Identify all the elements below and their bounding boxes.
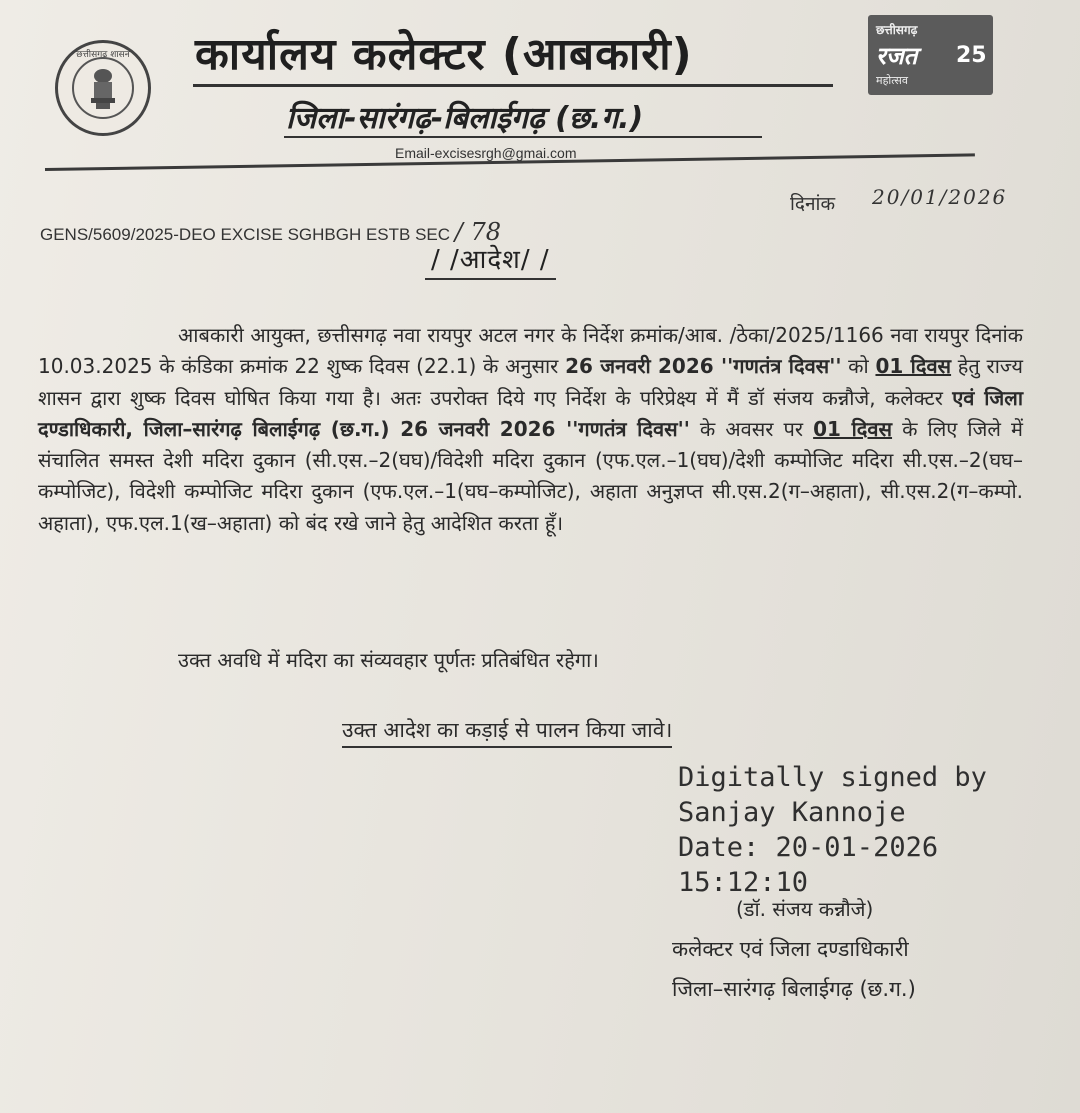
signatory-district: जिला–सारंगढ़ बिलाईगढ़ (छ.ग.)	[672, 977, 916, 1001]
body-text-1: आबकारी आयुक्त, छत्तीसगढ़ नवा रायपुर अटल नगर के निर्देश क्रमांक/आब. /ठेका/2025/1166 नवा रायपुर दिनांक 10.03.2025 के कंडिका क्रमांक 22 शुष्क दिवस (22.1) के अनुसार	[38, 323, 1023, 379]
signature-line-4: 15:12:10	[678, 867, 809, 898]
signatory-designation: कलेक्टर एवं जिला दण्डाधिकारी	[672, 937, 909, 961]
logo-line-2: रजत	[876, 42, 918, 70]
prohibition-paragraph: उक्त अवधि में मदिरा का संव्यवहार पूर्णतः प्रतिबंधित रहेगा।	[178, 648, 599, 672]
title-underline	[193, 84, 833, 87]
signature-line-2: Sanjay Kannoje	[678, 797, 906, 828]
order-heading: / /आदेश/ /	[425, 240, 556, 280]
state-emblem-seal	[55, 40, 151, 136]
subtitle-underline	[284, 136, 762, 138]
signatory-name: (डॉ. संजय कन्नौजे)	[736, 897, 874, 921]
logo-line-3: महोत्सव	[876, 74, 908, 87]
date-value: 20/01/2026	[872, 185, 1008, 209]
reference-serial: / 78	[454, 218, 502, 246]
office-title: कार्यालय कलेक्टर (आबकारी)	[195, 29, 693, 80]
signature-line-1: Digitally signed by	[678, 762, 987, 793]
order-body-paragraph	[38, 320, 1023, 539]
body-highlight-2: एवं जिला दण्डाधिकारी, जिला–सारंगढ़ बिलाईगढ़ (छ.ग.) 26 जनवरी 2026 ''गणतंत्र दिवस''	[38, 385, 1024, 441]
signature-line-3: Date: 20-01-2026	[678, 832, 939, 863]
body-text-3: हेतु राज्य शासन द्वारा शुष्क दिवस घोषित किया गया है। अतः उपरोक्त दिये गए निर्देश के परिप्रेक्ष्य में मैं डॉ संजय कन्नौजे, कलेक्टर	[38, 354, 1023, 410]
body-text-4: के अवसर पर	[689, 416, 814, 441]
rajat-mahotsav-logo	[868, 15, 993, 95]
body-highlight-1: 26 जनवरी 2026 ''गणतंत्र दिवस''	[565, 354, 842, 379]
compliance-directive: उक्त आदेश का कड़ाई से पालन किया जावे।	[342, 716, 672, 748]
logo-line-1: छत्तीसगढ़	[876, 23, 918, 37]
emblem-text: छत्तीसगढ़ शासन	[76, 50, 130, 60]
body-text-5: के लिए जिले में संचालित समस्त देशी मदिरा दुकान (सी.एस.–2(घघ)/विदेशी मदिरा दुकान (एफ.एल.–1(घघ)/देशी कम्पोजिट मदिरा सी.एस.–2(घघ–कम्पोजिट), विदेशी कम्पोजिट मदिरा दुकान (एफ.एल.–1(घघ–कम्पोजिट), अहाता अनुज्ञप्त सी.एस.2(ग–अहाता), सी.एस.2(ग–कम्पो. अहाता), एफ.एल.1(ख–अहाता) को बंद रखे जाने हेतु आदेशित करता हूँ।	[38, 416, 1023, 535]
digital-signature-block	[678, 760, 987, 900]
lion-capital-icon	[88, 67, 118, 111]
office-email: Email-excisesrgh@gmai.com	[395, 145, 577, 161]
district-subtitle: जिला-सारंगढ़-बिलाईगढ़ (छ.ग.)	[286, 101, 644, 136]
body-underlined-2: 01 दिवस	[813, 416, 893, 441]
reference-code: GENS/5609/2025-DEO EXCISE SGHBGH ESTB SEC	[40, 225, 451, 244]
body-text-2: को	[841, 354, 876, 379]
body-underlined-1: 01 दिवस	[875, 354, 952, 379]
date-label: दिनांक	[790, 193, 836, 215]
logo-number: 25	[956, 43, 987, 68]
